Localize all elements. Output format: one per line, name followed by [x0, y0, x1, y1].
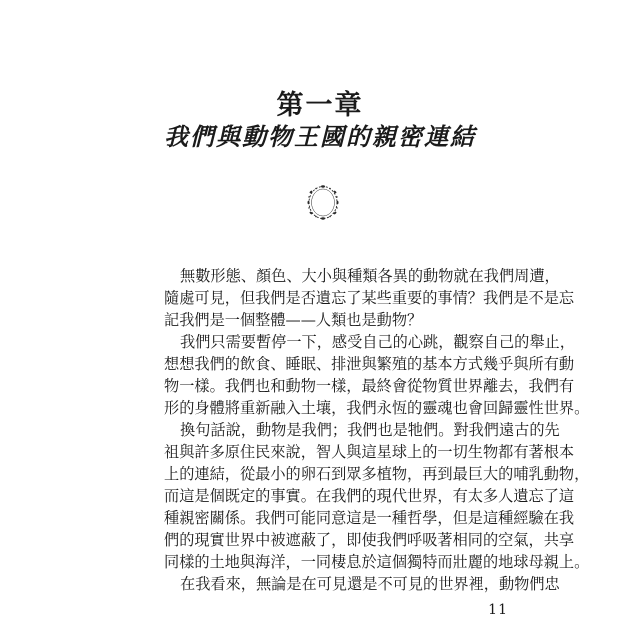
paragraph: [164, 419, 590, 573]
text-line: 我們只需要暫停一下，感受自己的心跳，觀察自己的舉止，: [180, 333, 575, 351]
paragraph: [164, 331, 590, 419]
page-number: 11: [488, 602, 508, 618]
chapter-number: 第一章: [276, 90, 364, 121]
text-line: 們的現實世界中被遮蔽了，即使我們呼吸著相同的空氣，共享: [164, 531, 575, 549]
text-line: 記我們是一個整體——人類也是動物？: [164, 311, 423, 329]
text-line: 種親密關係。我們可能同意這是一種哲學，但是這種經驗在我: [164, 509, 575, 527]
text-line: 形的身體將重新融入土壤，我們永恆的靈魂也會回歸靈性世界。: [164, 399, 590, 417]
text-line: 隨處可見，但我們是否遺忘了某些重要的事情？我們是不是忘: [164, 289, 575, 307]
wreath-ornament-icon: [303, 180, 343, 225]
text-line: 而這是個既定的事實。在我們的現代世界，有太多人遺忘了這: [164, 487, 575, 505]
text-line: 在我看來，無論是在可見還是不可見的世界裡，動物們忠: [180, 575, 560, 593]
body-text: [164, 265, 590, 595]
text-line: 同樣的土地與海洋，一同棲息於這個獨特而壯麗的地球母親上。: [164, 553, 590, 571]
text-line: 無數形態、顏色、大小與種類各異的動物就在我們周遭，: [180, 267, 560, 285]
paragraph: [164, 265, 575, 331]
paragraph: [164, 573, 560, 595]
text-line: 物一樣。我們也和動物一樣，最終會從物質世界離去，我們有: [164, 377, 575, 395]
text-line: 上的連結，從最小的卵石到眾多植物，再到最巨大的哺乳動物，: [164, 465, 590, 483]
text-line: 想想我們的飲食、睡眠、排泄與繁殖的基本方式幾乎與所有動: [164, 355, 575, 373]
text-line: 祖與許多原住民來說，智人與這星球上的一切生物都有著根本: [164, 443, 575, 461]
chapter-title: 我們與動物王國的親密連結: [164, 122, 476, 151]
text-line: 換句話說，動物是我們；我們也是牠們。對我們遠古的先: [180, 421, 560, 439]
